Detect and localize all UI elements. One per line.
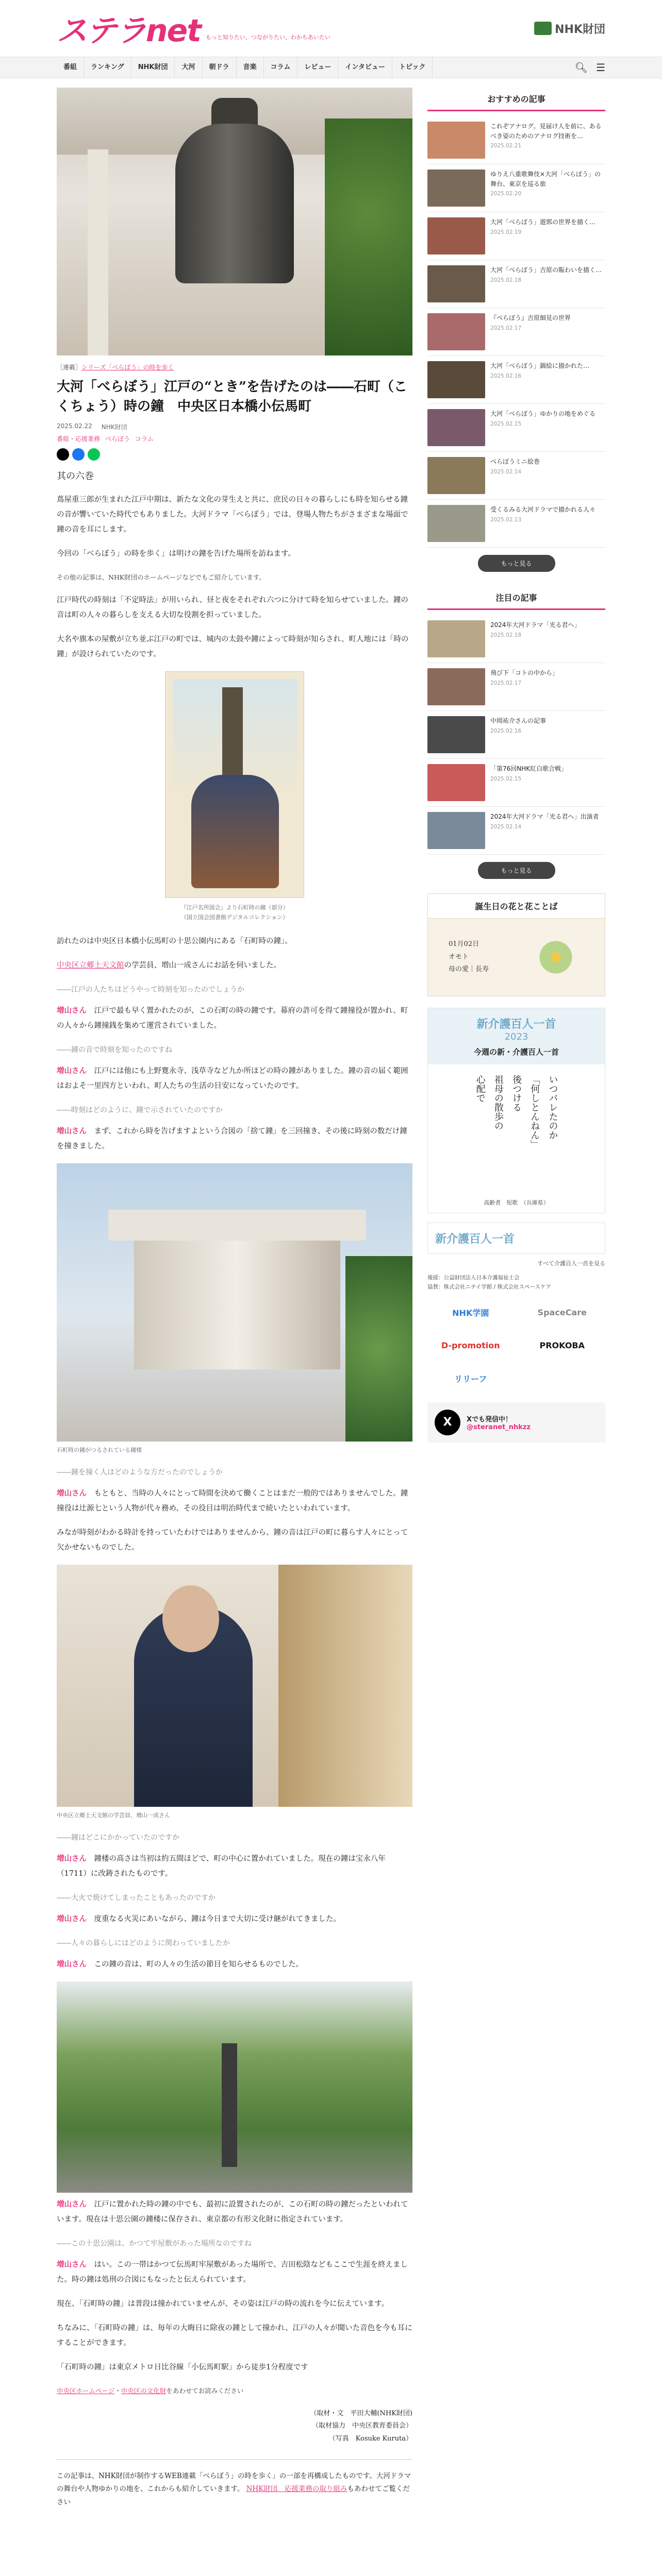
credit-line: （取材協力 中央区教育委員会） (311, 2422, 412, 2430)
thumbnail-image (427, 505, 485, 542)
nav-item[interactable]: 番組 (57, 57, 84, 78)
main-nav (0, 57, 662, 78)
search-icon[interactable]: 🔍︎ (574, 61, 588, 74)
article-title: 大河「べらぼう」江戸の“とき”を告げたのは――石町（こくちょう）時の鐘 中央区日本橋小伝馬町 (57, 379, 407, 414)
nav-item[interactable]: コラム (264, 57, 298, 78)
list-item-title: ゆりえ八重歌舞伎×大河「べらぼう」の舞台、東京を巡る旅 (490, 171, 601, 188)
credit-line: （写真 Kosuke Kuruta） (328, 2435, 412, 2443)
thumbnail-image (427, 668, 485, 705)
question: ――人々の暮らしにはどのように関わっていましたか (57, 1939, 230, 1947)
credit-line: （取材・文 平田大輔(NHK財団) (310, 2409, 412, 2417)
list-item-title: 受くるみる大河ドラマで描かれる人々 (490, 506, 596, 513)
site-logo[interactable] (57, 6, 330, 50)
popular-list (427, 615, 605, 855)
line-share-icon[interactable] (88, 448, 100, 461)
haiku-year: 2023 (504, 1031, 528, 1042)
paragraph: 訪れたのは中央区日本橋小伝馬町の十思公園内にある「石町時の鐘」。 (57, 937, 292, 945)
article-tags (57, 434, 412, 443)
list-item[interactable] (427, 615, 605, 663)
paragraph: 江戸時代の時刻は「不定時法」が用いられ、昼と夜をそれぞれ六つに分けて時を知らせていました。鐘の音は町の人々の暮らしを支える大切な役割を担っていました。 (57, 596, 408, 620)
thumbnail-image (427, 265, 485, 302)
logo-tagline: もっと知りたい、つながりたい、わかちあいたい (205, 34, 330, 41)
photo-caption: 中央区立郷土天文館の学芸員、増山一成さん (57, 1811, 170, 1819)
more-button[interactable]: もっと見る (478, 862, 555, 879)
birthday-word: 母の愛｜長寿 (449, 965, 489, 974)
series-line: ［連載］シリーズ「べらぼう」の時を歩く (57, 364, 174, 371)
answer: 増山さん 度重なる火災にあいながら、鐘は今日まで大切に受け継がれてきました。 (57, 1914, 341, 1923)
haiku-line: 「何しとんねん」 (529, 1075, 540, 1149)
list-item-title: 『べらぼう』吉原細見の世界 (490, 314, 571, 321)
thumbnail-image (427, 812, 485, 849)
menu-icon[interactable]: ☰ (596, 61, 605, 74)
list-item[interactable] (427, 500, 605, 548)
logo-text: ステラnet (57, 13, 201, 49)
list-item-date: 2025.02.18 (490, 277, 522, 283)
curator-photo (57, 1565, 412, 1807)
paragraph: 今回の「べらぼう」の時を歩く」は明けの鐘を告げた場所を訪ねます。 (57, 550, 295, 558)
list-item-date: 2025.02.15 (490, 420, 522, 427)
sponsor-logo[interactable]: NHK学園 (452, 1308, 489, 1318)
nav-item[interactable]: 朝ドラ (203, 57, 237, 78)
article-subtitle: 其の六巻 (57, 471, 94, 482)
thumbnail-image (427, 764, 485, 801)
list-item-date: 2025.02.19 (490, 229, 522, 235)
sponsor-logo[interactable]: リリーフ (454, 1374, 487, 1384)
question: ――鐘の音で時刻を知ったのですね (57, 1045, 172, 1054)
haiku-line: 祖母の散歩の (492, 1075, 504, 1130)
tag-link[interactable]: べらぼう (105, 435, 130, 443)
list-item[interactable] (427, 212, 605, 260)
x-text: Xでも発信中！ (467, 1415, 512, 1423)
list-item-date: 2025.02.20 (490, 191, 522, 197)
ukiyoe-print-image (165, 671, 304, 898)
list-item-title: 中岡祐介さんの記事 (490, 717, 547, 724)
bell-tower-photo (57, 1163, 412, 1442)
all-haiku-link[interactable]: すべて介護百人一首を見る (537, 1260, 605, 1267)
kaigo-banner[interactable] (427, 1223, 605, 1254)
thumbnail-image (427, 361, 485, 398)
list-item-title: 大河「べらぼう」遊郭の世界を描く… (490, 218, 596, 226)
site-header (0, 0, 662, 57)
list-item-title: 2024年大河ドラマ「光る君へ」出演者 (490, 813, 599, 820)
nav-item[interactable]: トピック (392, 57, 433, 78)
more-button[interactable]: もっと見る (478, 555, 555, 572)
answer: 増山さん 江戸には他にも上野寛永寺、浅草寺など九か所ほどの時の鐘がありました。鐘の音の届く範囲はおよそ一里四方といわれ、町人たちの生活の目安になっていたのです。 (57, 1066, 408, 1090)
list-item[interactable] (427, 759, 605, 807)
list-item-date: 2025.02.14 (490, 468, 522, 475)
paragraph: みなが時刻がわかる時計を持っていたわけではありませんから、鐘の音は江戸の町に暮らす人々にとって欠かせないものでした。 (57, 1528, 408, 1552)
haiku-subtitle: 今週の新・介護百人一首 (473, 1047, 559, 1057)
thumbnail-image (427, 716, 485, 753)
photo-caption: 石町時の鐘がつるされている鐘楼 (57, 1446, 142, 1453)
recommend-heading: おすすめの記事 (427, 88, 605, 111)
answer: 増山さん もともと、当時の人々にとって時間を決めて働くことはまだ一般的ではありませんでした。鐘撞役は辻源七という人物が代々務め、その役目は明治時代まで続いたといわれています。 (57, 1488, 408, 1513)
list-item-date: 2025.02.18 (490, 632, 522, 638)
nav-item[interactable]: レビュー (297, 57, 338, 78)
sidebar (427, 88, 605, 2510)
haiku-line: 後つける (511, 1075, 522, 1112)
nav-item[interactable]: 大河 (175, 57, 202, 78)
tag-link[interactable]: 番組・応援業務 (57, 435, 101, 443)
list-item-date: 2025.02.16 (490, 372, 522, 379)
list-item-date: 2025.02.14 (490, 823, 522, 830)
paragraph: ちなみに、「石町時の鐘」は、毎年の大晦日に除夜の鐘として撞かれ、江戸の人々が聞いた音色を今も耳にすることができます。 (57, 2324, 412, 2347)
question: ――この十思公園は、かつて牢屋敷があった場所なのですね (57, 2239, 252, 2248)
list-item[interactable] (427, 260, 605, 308)
recommend-list (427, 116, 605, 548)
article-date: 2025.02.22 (57, 422, 92, 430)
paragraph: 現在、「石町時の鐘」は普段は撞かれていませんが、その姿は江戸の時の流れを今に伝えています。 (57, 2299, 389, 2308)
article-org: NHK財団 (101, 423, 127, 431)
thumbnail-image (427, 457, 485, 494)
park-photo (57, 1981, 412, 2193)
list-item-date: 2025.02.15 (490, 775, 522, 782)
list-item-title: 大河「べらぼう」吉原の賑わいを描く… (490, 266, 602, 274)
nav-item[interactable]: ランキング (84, 57, 131, 78)
nav-item[interactable]: 音楽 (237, 57, 264, 78)
paragraph: 大名や旗本の屋敷が立ち並ぶ江戸の町では、城内の太鼓や鐘によって時刻が知らされ、町人地には「時の鐘」が設けられていたのです。 (57, 635, 409, 659)
note-link[interactable]: NHK財団 応援業務の取り組み (246, 2485, 347, 2494)
haiku-author: 高齢者 短歌 （兵庫県） (484, 1199, 549, 1206)
thumbnail-image (427, 170, 485, 207)
list-item[interactable] (427, 452, 605, 500)
nav-item[interactable]: NHK財団 (131, 57, 175, 78)
list-item-date: 2025.02.17 (490, 325, 522, 331)
paragraph: その他の記事は、NHK財団のホームページなどでもご紹介しています。 (57, 573, 266, 582)
question: ――江戸の人たちはどうやって時刻を知ったのでしょうか (57, 985, 244, 994)
answer: 増山さん まず、これから時を告げますよという合図の「捨て鐘」を三回撞き、その後に時刻の数だけ鐘を撞きました。 (57, 1126, 407, 1150)
list-item[interactable] (427, 116, 605, 164)
thumbnail-image (427, 620, 485, 657)
haiku-line: いつバレたのか (547, 1075, 558, 1140)
sponsor-text: 後援：公益財団法人日本介護福祉士会 協賛：株式会社ニチイ学館 / 株式会社スペースケア (427, 1275, 551, 1290)
museum-link[interactable]: 中央区立郷土天文館 (57, 961, 124, 970)
popular-heading: 注目の記事 (427, 586, 605, 610)
list-item[interactable] (427, 404, 605, 452)
credits (57, 2408, 412, 2446)
facebook-share-icon[interactable] (72, 448, 85, 461)
nhk-mark-icon (534, 22, 552, 35)
haiku-poem (428, 1064, 605, 1198)
list-item-title: 「第76回NHK紅白歌合戦」 (490, 765, 568, 772)
kaigo-hyakunin-widget[interactable] (427, 1008, 605, 1213)
question: ――鐘はどこにかかっていたのですか (57, 1833, 179, 1842)
birthday-flower: オモト (449, 953, 469, 961)
birthday-flower-widget[interactable] (427, 893, 605, 996)
nav-items (57, 57, 433, 78)
list-item-title: べらぼうミニ絵巻 (490, 458, 540, 465)
sponsor-logo[interactable]: PROKOBA (539, 1341, 585, 1351)
list-item[interactable] (427, 356, 605, 404)
birthday-date: 01月02日 (449, 940, 479, 948)
paragraph: 蔦屋重三郎が生まれた江戸中期は、新たな文化の芽生えと共に、庶民の日々の暮らしにも時を知らせる鐘の音が響いていた時代でもありました。大河ドラマ「べらぼう」では、登場人物たちがさまざまな場面で鐘の音を耳にします。 (57, 496, 408, 534)
thumbnail-image (427, 409, 485, 446)
list-item-title: 大河「べらぼう」錦絵に描かれた… (490, 362, 590, 369)
article-note: この記事は、NHK財団が制作するWEB連載「べらぼう」の時を歩く」の一部を再構成したものです。大河ドラマの舞台や人物ゆかりの地を、これからも紹介していきます。 NHK財団 応援業務の取り組みもあわせてご覧ください (57, 2459, 412, 2510)
list-item[interactable] (427, 164, 605, 212)
article (57, 88, 412, 2510)
sponsor-logo[interactable]: SpaceCare (537, 1308, 587, 1318)
answer: 増山さん 江戸に置かれた時の鐘の中でも、最初に設置されたのが、この石町の時の鐘だったといわれています。現在は十思公園の鐘楼に保存され、東京都の有形文化財に指定されています。 (57, 2199, 408, 2224)
x-handle: @steranet_nhkzz (467, 1423, 531, 1431)
list-item-title: 大河「べらぼう」ゆかりの地をめぐる (490, 410, 596, 417)
series-link[interactable]: シリーズ「べらぼう」の時を歩く (81, 364, 174, 371)
share-buttons (57, 448, 412, 461)
paragraph: 中央区立郷土天文館の学芸員、増山一成さんにお話を伺いました。 (57, 961, 281, 970)
list-item[interactable] (427, 807, 605, 855)
x-follow-box[interactable] (427, 1402, 605, 1443)
x-share-icon[interactable] (57, 448, 69, 461)
list-item-date: 2025.02.16 (490, 727, 522, 734)
birthday-heading: 誕生日の花と花ことば (428, 894, 605, 919)
flower-icon (527, 929, 584, 986)
list-item-title: これぞアナログ。見届け人を前に、あるべき姿のためのアナログ技術を… (490, 123, 602, 140)
haiku-line: 心配で (474, 1075, 486, 1103)
answer: 増山さん 鐘楼の高さは当初は約五間ほどで、町の中心に置かれていました。現在の鐘は宝永八年（1711）に改鋳されたものです。 (57, 1854, 386, 1878)
list-item-title: 2024年大河ドラマ「光る君へ」 (490, 621, 581, 629)
x-logo-icon: X (435, 1410, 460, 1435)
thumbnail-image (427, 217, 485, 255)
banner-title: 新介護百人一首 (435, 1232, 515, 1246)
haiku-logo: 新介護百人一首 (476, 1018, 556, 1031)
question: ――時刻はどのように、鐘で示されていたのですか (57, 1106, 223, 1114)
paragraph: 「石町時の鐘」は東京メトロ日比谷線「小伝馬町駅」から徒歩1分程度です (57, 2363, 308, 2371)
answer: 増山さん この鐘の音は、町の人々の生活の節目を知らせるものでした。 (57, 1959, 304, 1969)
nhk-label: NHK財団 (555, 23, 605, 36)
thumbnail-image (427, 313, 485, 350)
question: ――大火で焼けてしまったこともあったのですか (57, 1893, 216, 1902)
hero-photo-bell (57, 88, 412, 355)
sponsor-logos (427, 1299, 605, 1392)
chuo-city-link[interactable]: 中央区ホームページ (57, 2386, 115, 2395)
sponsor-logo[interactable]: D-promotion (441, 1341, 500, 1351)
list-item[interactable] (427, 308, 605, 356)
list-item-date: 2025.02.21 (490, 143, 522, 149)
question: ――鐘を撞く人はどのような方だったのでしょうか (57, 1468, 223, 1477)
list-item-date: 2025.02.17 (490, 680, 522, 686)
nhk-foundation-logo[interactable] (534, 21, 605, 37)
links-line: 中央区ホームページ・中央区の文化財をあわせてお読みください (57, 2386, 244, 2395)
thumbnail-image (427, 122, 485, 159)
answer: 増山さん 江戸で最も早く置かれたのが、この石町の時の鐘です。幕府の許可を得て鐘撞役が置かれ、町の人々から鐘撞銭を集めて運営されていました。 (57, 1006, 408, 1030)
answer: 増山さん はい。この一帯はかつて伝馬町牢屋敷があった場所で、吉田松陰などもここで生涯を終えました。時の鐘は処刑の合図にもなったと伝えられています。 (57, 2260, 408, 2284)
tag-link[interactable]: コラム (135, 435, 154, 443)
list-item[interactable] (427, 663, 605, 711)
list-item-title: 飛び下「コトの中から」 (490, 669, 559, 676)
nav-item[interactable]: インタビュー (338, 57, 392, 78)
list-item-date: 2025.02.13 (490, 516, 522, 523)
cultural-assets-link[interactable]: 中央区の文化財 (121, 2386, 167, 2395)
list-item[interactable] (427, 711, 605, 759)
figure-caption: 『江戸名所図会』より石町時の鐘（部分） （国立国会図書館デジタルコレクション） (180, 904, 289, 921)
